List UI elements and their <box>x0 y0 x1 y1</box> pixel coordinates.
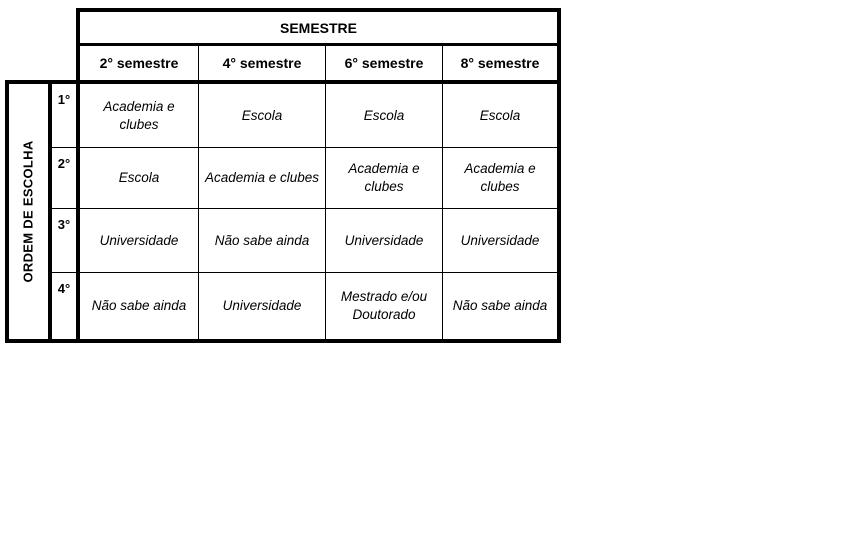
table-cell: Escola <box>479 107 521 123</box>
table-cell: Universidade <box>222 298 302 313</box>
column-header: 4° semestre <box>222 55 302 71</box>
table-cell: Academia e clubes <box>348 161 420 194</box>
table-border <box>5 339 561 343</box>
table-cell: Universidade <box>99 232 179 248</box>
semestre-header: SEMESTRE <box>279 19 357 36</box>
table-cell: Universidade <box>460 232 540 248</box>
table-cell: Escola <box>118 170 160 185</box>
table-cell: Escola <box>363 107 405 123</box>
row-number: 2° <box>57 156 71 171</box>
table-cell: Não sabe ainda <box>214 232 310 248</box>
table-cell: Academia e clubes <box>464 161 536 194</box>
column-header: 2° semestre <box>99 55 179 71</box>
table-cell: Escola <box>241 107 283 123</box>
row-number: 3° <box>57 217 71 232</box>
table-cell: Não sabe ainda <box>91 298 187 313</box>
side-label: ORDEM DE ESCOLHA <box>21 140 36 283</box>
row-number: 4° <box>57 281 71 296</box>
table-cell: Mestrado e/ou Doutorado <box>340 289 428 322</box>
table-cell: Universidade <box>344 232 424 248</box>
table-cell: Academia e clubes <box>103 98 175 132</box>
table-cell: Não sabe ainda <box>452 298 548 313</box>
table-border <box>557 8 561 343</box>
table-cell: Academia e clubes <box>204 170 320 185</box>
column-header: 8° semestre <box>460 55 540 71</box>
column-header: 6° semestre <box>344 55 424 71</box>
side-label-container <box>9 84 48 339</box>
row-number: 1° <box>57 92 71 107</box>
